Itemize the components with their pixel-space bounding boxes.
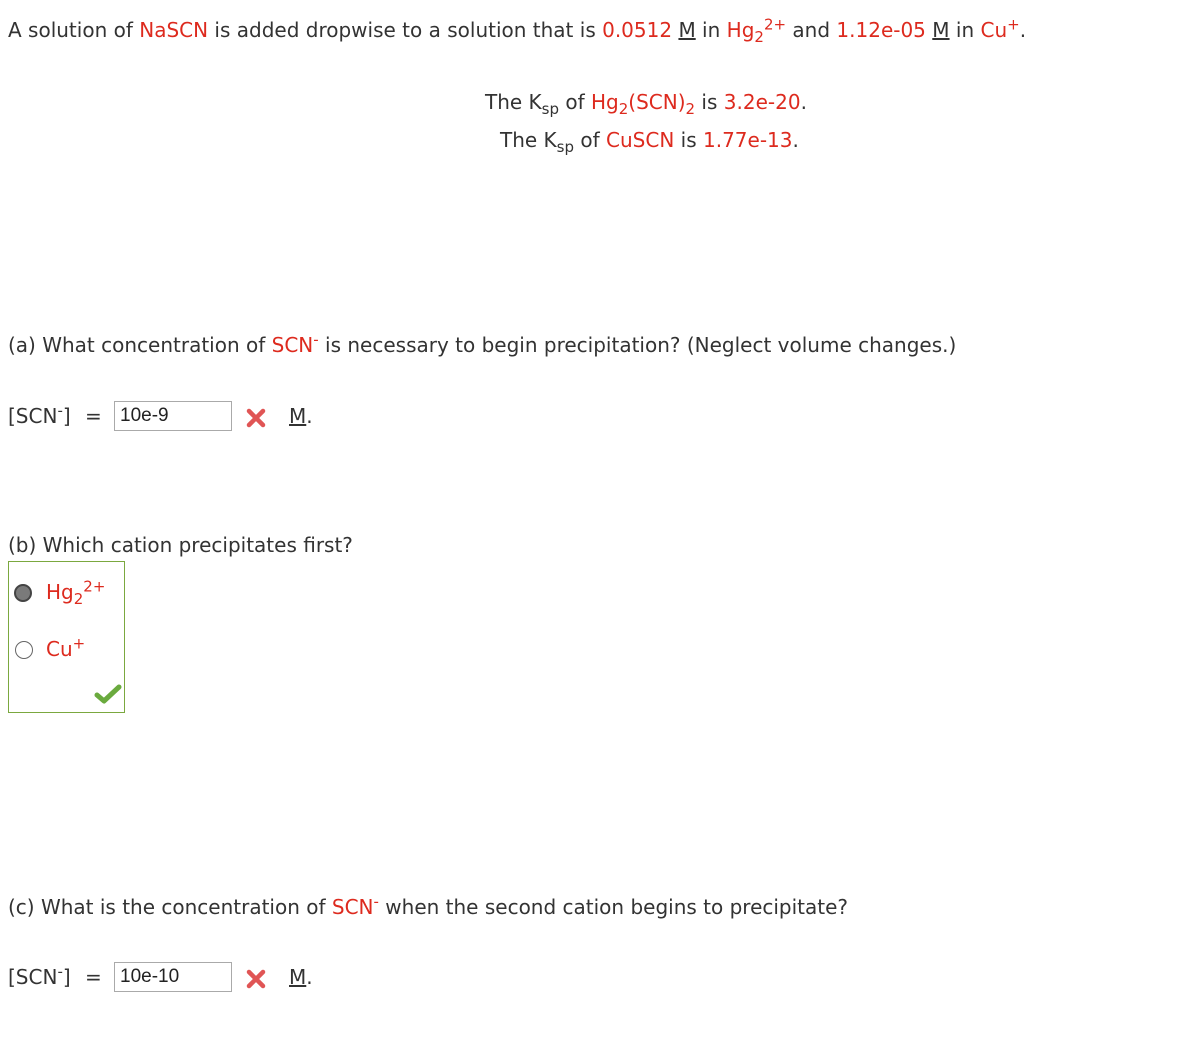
- answer-a-input[interactable]: [114, 401, 232, 431]
- radio-cu[interactable]: [15, 641, 33, 659]
- answer-a-label: [SCN-] =: [8, 401, 102, 428]
- scn-ion: SCN-: [331, 892, 379, 919]
- x-mark-icon: [245, 407, 267, 429]
- cu-ion: Cu+: [980, 15, 1020, 42]
- hg-ion: $Hg_2^{2+}$: [726, 15, 787, 46]
- check-mark-icon: [94, 684, 122, 704]
- choice-hg[interactable]: $Hg_2^{2+}$: [46, 577, 106, 608]
- compound-cuscn: CuSCN: [606, 128, 675, 152]
- ksp-cuscn: The $K_{sp}$ of CuSCN is 1.77e-13.: [500, 128, 799, 156]
- molar-unit: M: [678, 18, 696, 42]
- x-mark-icon: [245, 968, 267, 990]
- question-b: (b) Which cation precipitates first?: [8, 533, 353, 557]
- ksp-hg2scn2: The $K_{sp}$ of $Hg_2(SCN)_2$ is 3.2e-20.: [485, 90, 807, 118]
- answer-c-label: [SCN-] =: [8, 962, 102, 989]
- radio-hg-selected[interactable]: [14, 584, 32, 602]
- cu-concentration: 1.12e-05: [836, 18, 926, 42]
- answer-a-unit: M.: [289, 404, 313, 428]
- ksp-value-2: 1.77e-13: [702, 128, 793, 152]
- reagent: NaSCN: [139, 18, 209, 42]
- ksp-value-1: 3.2e-20: [723, 90, 801, 114]
- molar-unit: M: [932, 18, 950, 42]
- scn-ion: SCN-: [271, 330, 319, 357]
- hg-concentration: 0.0512: [602, 18, 673, 42]
- problem-statement: A solution of NaSCN is added dropwise to a solution that is 0.0512 M in $Hg_2^{2+}$ and 1.12e-05 M in Cu+.: [8, 15, 1027, 46]
- answer-c-input[interactable]: [114, 962, 232, 992]
- question-a: (a) What concentration of SCN- is necessary to begin precipitation? (Neglect volume changes.): [8, 330, 957, 357]
- choice-cu[interactable]: Cu+: [46, 634, 86, 661]
- question-c: (c) What is the concentration of SCN- when the second cation begins to precipitate?: [8, 892, 849, 919]
- compound-hg2scn2: $Hg_2(SCN)_2$: [591, 90, 696, 118]
- answer-c-unit: M.: [289, 965, 313, 989]
